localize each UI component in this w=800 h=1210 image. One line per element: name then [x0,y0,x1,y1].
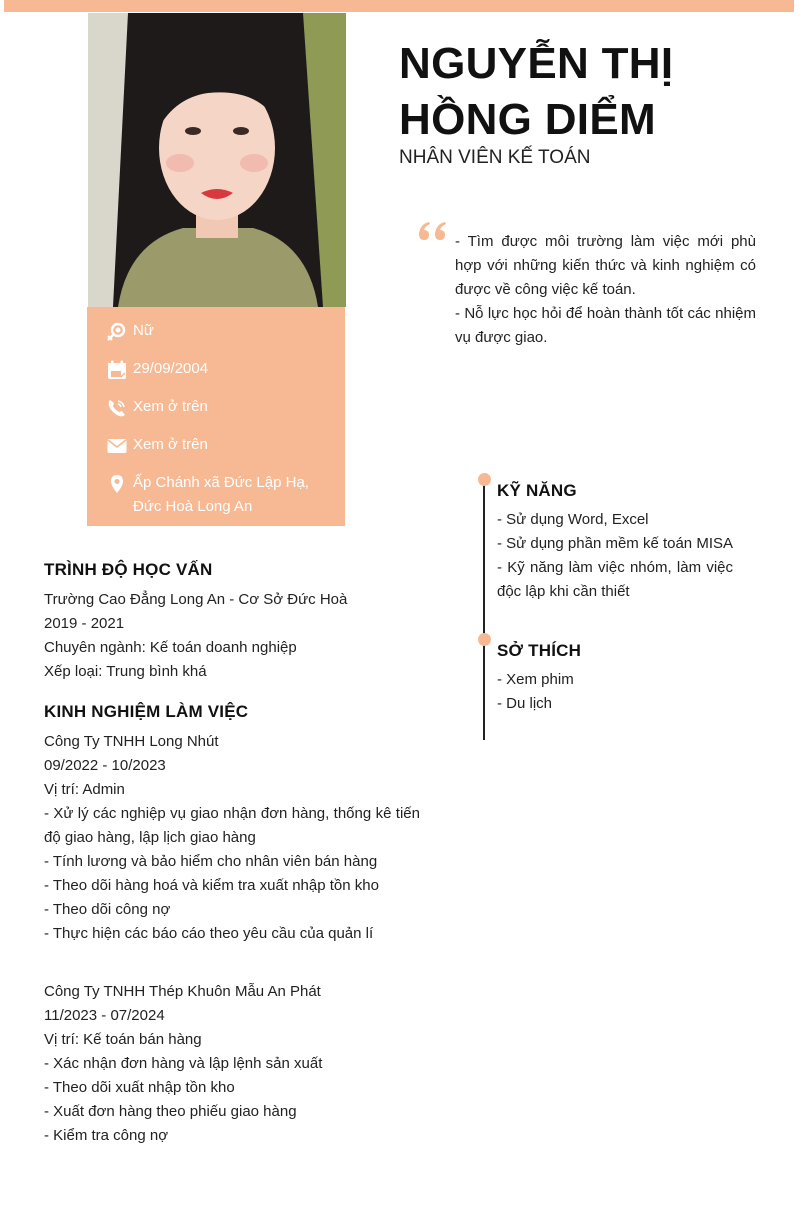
objective-line: - Nỗ lực học hỏi để hoàn thành tốt các nhiệm vụ được giao. [455,305,756,346]
email-icon [107,436,127,456]
timeline-dot-hobbies [478,633,491,646]
address-text: Ấp Chánh xã Đức Lập Hạ, Đức Hoà Long An [133,474,309,515]
skill-item: - Sử dụng Word, Excel [497,511,649,528]
job-line: - Theo dõi xuất nhập tồn kho [44,1079,235,1096]
education-line: Trường Cao Đẳng Long An - Cơ Sở Đức Hoà [44,591,348,608]
name-line-2: HỒNG DIỂM [399,95,656,144]
quote-icon [416,218,448,246]
full-name [399,36,779,148]
experience-heading: KINH NGHIỆM LÀM VIỆC [44,702,249,721]
name-line-1: NGUYỄN THỊ [399,39,674,88]
job-line: 09/2022 - 10/2023 [44,757,166,774]
location-icon [107,474,127,494]
job-line: Vị trí: Kế toán bán hàng [44,1031,202,1048]
email-text: Xem ở trên [133,436,208,453]
calendar-icon [107,360,127,380]
job-line: 11/2023 - 07/2024 [44,1007,165,1024]
education-line: Chuyên ngành: Kế toán doanh nghiệp [44,639,297,656]
experience-job-1 [44,730,420,946]
gender-text: Nữ [133,322,154,339]
education-details [44,588,420,684]
job-line: - Theo dõi công nợ [44,901,171,918]
job-line: - Xuất đơn hàng theo phiếu giao hàng [44,1103,297,1120]
education-heading: TRÌNH ĐỘ HỌC VẤN [44,560,213,579]
hobby-item: - Du lịch [497,695,553,712]
job-line: - Kiểm tra công nợ [44,1127,169,1144]
skills-heading: KỸ NĂNG [497,481,577,500]
job-title: NHÂN VIÊN KẾ TOÁN [399,147,591,168]
hobby-item: - Xem phim [497,671,574,688]
skills-list [497,508,733,604]
hobbies-heading: SỞ THÍCH [497,641,582,660]
phone-text: Xem ở trên [133,398,208,415]
gender-icon [107,322,127,342]
objective-line: - Tìm được môi trường làm việc mới phù hợp với những kiến thức và kinh nghiệm có được về công việc kế toán. [455,233,756,298]
timeline-line [483,480,485,740]
job-line: - Tính lương và bảo hiểm cho nhân viên bán hàng [44,853,378,870]
dob-text: 29/09/2004 [133,360,209,377]
top-accent-bar [4,0,794,12]
job-line: - Thực hiện các báo cáo theo yêu cầu của quản lí [44,925,374,942]
job-line: - Xác nhận đơn hàng và lập lệnh sản xuất [44,1055,323,1072]
experience-job-2 [44,980,420,1148]
job-line: - Xử lý các nghiệp vụ giao nhận đơn hàng, thống kê tiến độ giao hàng, lập lịch giao hàng [44,805,420,846]
career-objective [455,230,756,350]
hobbies-list [497,668,733,716]
education-line: Xếp loại: Trung bình khá [44,663,207,680]
education-line: 2019 - 2021 [44,615,125,632]
profile-photo [88,13,346,307]
personal-info-panel [87,307,345,526]
phone-icon [107,398,127,418]
timeline-dot-skills [478,473,491,486]
job-line: Công Ty TNHH Thép Khuôn Mẫu An Phát [44,983,321,1000]
job-line: Vị trí: Admin [44,781,125,798]
skill-item: - Kỹ năng làm việc nhóm, làm việc độc lập khi cần thiết [497,559,733,600]
job-line: Công Ty TNHH Long Nhút [44,733,219,750]
job-line: - Theo dõi hàng hoá và kiểm tra xuất nhập tồn kho [44,877,379,894]
skill-item: - Sử dụng phần mềm kế toán MISA [497,535,733,552]
